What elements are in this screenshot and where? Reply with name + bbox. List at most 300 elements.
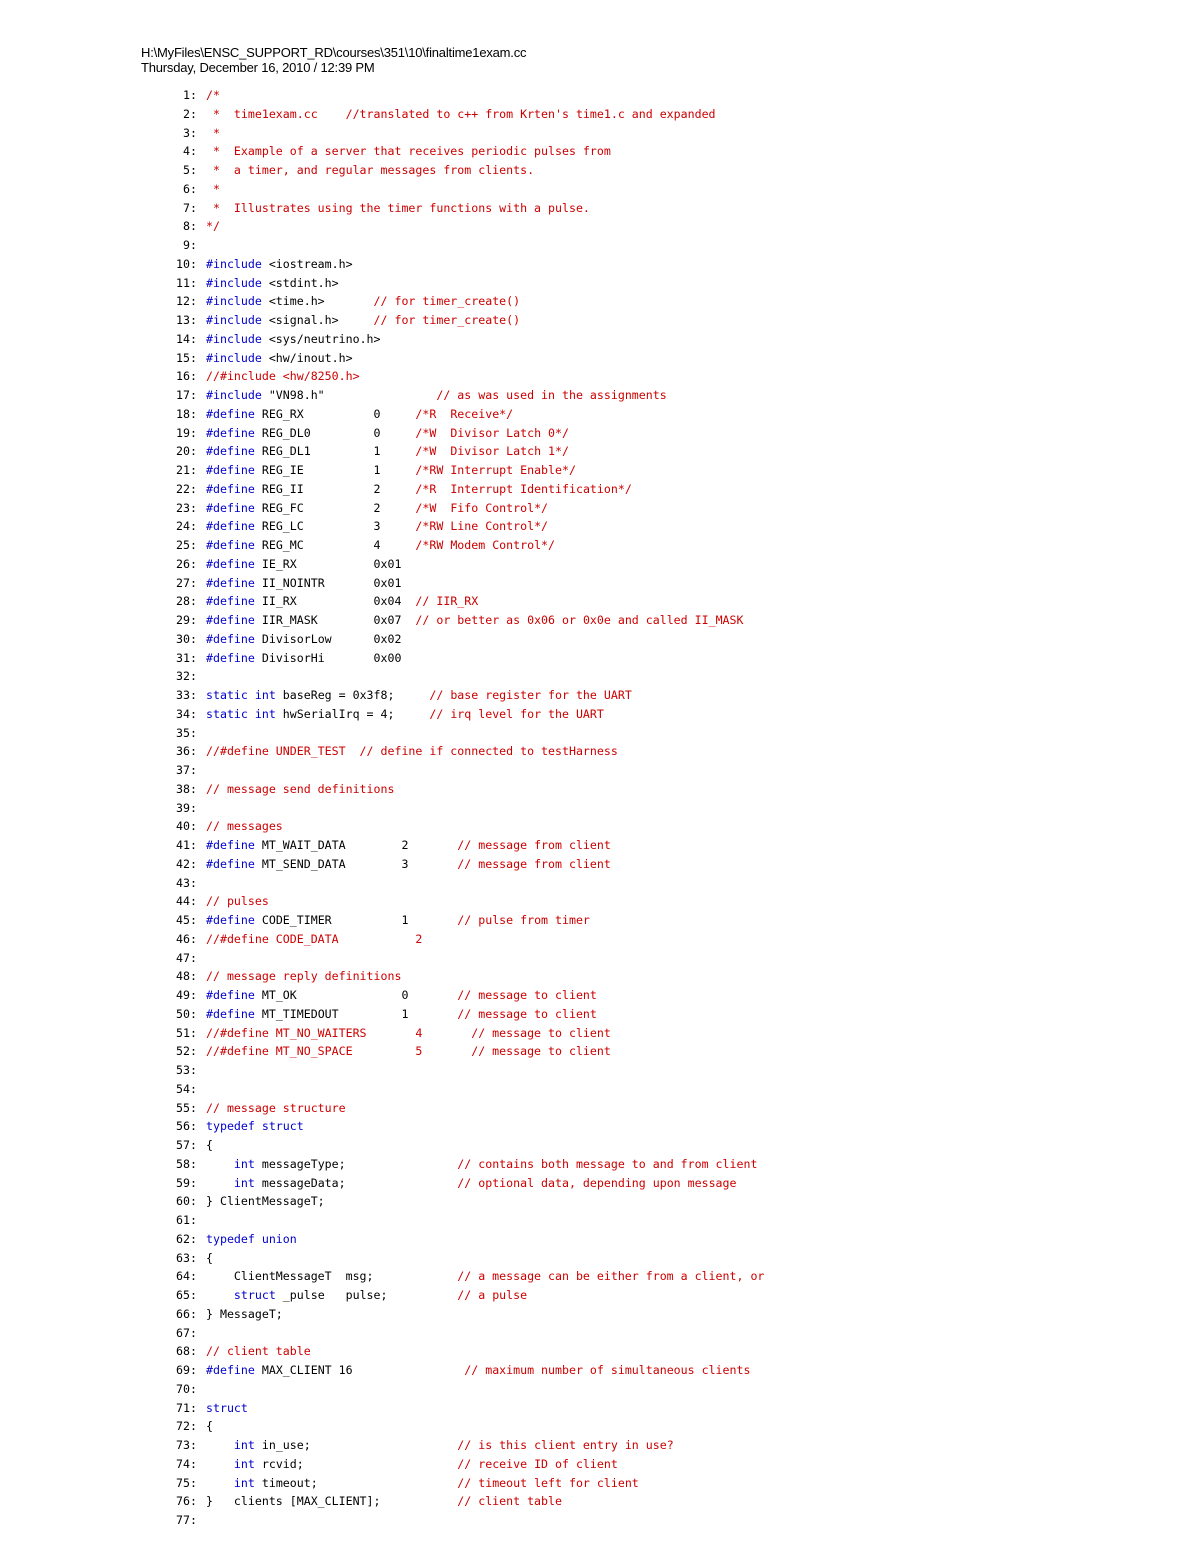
code-text: { <box>206 1250 213 1265</box>
code-comment: // optional data, depending upon message <box>457 1175 737 1190</box>
code-line <box>0 536 1200 555</box>
code-line <box>0 649 1200 668</box>
code-body: REG_RX 0 <box>254 406 416 421</box>
line-number: 44: <box>176 894 197 909</box>
code-line <box>0 1436 1200 1455</box>
code-comment: // irq level for the UART <box>429 706 604 721</box>
code-comment: // for timer_create() <box>373 294 521 309</box>
line-number: 58: <box>176 1156 197 1171</box>
code-line <box>0 180 1200 199</box>
line-number: 68: <box>176 1344 197 1359</box>
code-body: REG_MC 4 <box>254 538 416 552</box>
code-text <box>206 311 520 330</box>
code-text <box>206 442 569 461</box>
code-body: REG_LC 3 <box>254 519 416 534</box>
code-line <box>0 349 1200 368</box>
code-text <box>206 480 632 499</box>
code-keyword: #define <box>206 613 255 627</box>
code-comment: // message from client <box>457 838 611 852</box>
code-text <box>206 611 743 630</box>
code-comment: // IIR_RX <box>415 594 479 609</box>
code-text <box>206 1267 764 1286</box>
code-keyword: int <box>206 1456 255 1471</box>
code-line <box>0 949 1200 968</box>
line-number: 77: <box>176 1513 197 1527</box>
line-number: 50: <box>176 1006 197 1021</box>
code-keyword: #define <box>206 838 255 852</box>
line-number: 55: <box>176 1100 197 1115</box>
code-keyword: static int <box>206 688 276 702</box>
code-line <box>0 255 1200 274</box>
code-body: ClientMessageT msg; <box>206 1269 458 1284</box>
code-body: messageType; <box>254 1156 458 1171</box>
line-number: 61: <box>176 1213 197 1227</box>
code-comment: // message to client <box>457 1006 597 1021</box>
code-keyword: struct <box>206 1288 276 1302</box>
code-text: //#define MT_NO_WAITERS 4 // message to client <box>206 1025 611 1040</box>
code-line <box>0 124 1200 143</box>
code-line <box>0 1005 1200 1024</box>
code-body: REG_DL1 1 <box>254 444 416 459</box>
line-number: 69: <box>176 1363 197 1377</box>
code-keyword: #include <box>206 275 262 290</box>
line-number: 70: <box>176 1381 197 1396</box>
code-body: <stdint.h> <box>261 275 339 290</box>
code-keyword: #include <box>206 313 262 327</box>
code-line <box>0 686 1200 705</box>
line-number: 64: <box>176 1269 197 1284</box>
line-number: 63: <box>176 1250 197 1265</box>
code-text: // message send definitions <box>206 781 395 796</box>
code-body: REG_FC 2 <box>254 500 416 515</box>
file-path: H:\MyFiles\ENSC_SUPPORT_RD\courses\351\10\finaltime1exam.cc <box>141 45 527 60</box>
code-body: messageData; <box>254 1175 458 1190</box>
code-line <box>0 105 1200 124</box>
code-line <box>0 1099 1200 1118</box>
line-number: 30: <box>176 631 197 646</box>
code-text <box>206 1005 597 1024</box>
code-body: <iostream.h> <box>261 256 353 271</box>
code-text: } ClientMessageT; <box>206 1194 325 1209</box>
code-text: // message structure <box>206 1100 346 1115</box>
code-line <box>0 405 1200 424</box>
code-body: "VN98.h" <box>261 388 437 402</box>
code-line <box>0 892 1200 911</box>
code-text <box>206 1436 674 1455</box>
line-number: 22: <box>176 481 197 496</box>
line-number: 32: <box>176 669 197 684</box>
code-line <box>0 1192 1200 1211</box>
line-number: 40: <box>176 819 197 834</box>
code-keyword: #define <box>206 444 255 459</box>
code-text <box>206 292 520 311</box>
code-line <box>0 86 1200 105</box>
code-line <box>0 442 1200 461</box>
code-body: MAX_CLIENT 16 <box>254 1363 465 1377</box>
code-keyword: int <box>206 1438 255 1452</box>
code-line <box>0 1324 1200 1343</box>
code-line <box>0 1305 1200 1324</box>
line-number: 9: <box>183 238 197 252</box>
code-body: CODE_TIMER 1 <box>254 913 458 927</box>
code-line <box>0 836 1200 855</box>
code-keyword: #include <box>206 294 262 309</box>
code-body: <time.h> <box>261 294 374 309</box>
code-keyword: #include <box>206 256 262 271</box>
code-keyword: #define <box>206 631 255 646</box>
line-number: 74: <box>176 1456 197 1471</box>
code-body: baseReg = 0x3f8; <box>275 688 430 702</box>
code-line <box>0 742 1200 761</box>
code-body: timeout; <box>254 1475 458 1490</box>
line-number: 62: <box>176 1231 197 1246</box>
line-number: 26: <box>176 556 197 571</box>
code-text <box>206 255 353 274</box>
code-text <box>206 1455 618 1474</box>
line-number: 51: <box>176 1025 197 1040</box>
code-keyword: #define <box>206 425 255 440</box>
code-body: <hw/inout.h> <box>261 350 353 365</box>
code-body: REG_IE 1 <box>254 463 416 477</box>
code-keyword: #define <box>206 556 255 571</box>
line-number: 38: <box>176 781 197 796</box>
line-number: 29: <box>176 613 197 627</box>
line-number: 41: <box>176 838 197 852</box>
code-comment: /*W Divisor Latch 1*/ <box>415 444 569 459</box>
line-number: 11: <box>176 275 197 290</box>
line-number: 16: <box>176 369 197 384</box>
code-text <box>206 836 611 855</box>
code-listing <box>0 86 1200 1530</box>
code-line <box>0 1380 1200 1399</box>
code-text: //#define CODE_DATA 2 <box>206 931 423 946</box>
line-number: 3: <box>183 125 197 140</box>
line-number: 48: <box>176 969 197 984</box>
code-comment: // for timer_create() <box>373 313 521 327</box>
code-comment: // message to client <box>457 988 597 1002</box>
code-body: REG_DL0 0 <box>254 425 416 440</box>
line-number: 18: <box>176 406 197 421</box>
code-line <box>0 967 1200 986</box>
code-comment: // receive ID of client <box>457 1456 618 1471</box>
code-line <box>0 611 1200 630</box>
code-keyword: int <box>206 1475 255 1490</box>
code-body: } clients [MAX_CLIENT]; <box>206 1494 458 1509</box>
code-text <box>206 536 555 555</box>
code-text <box>206 1492 562 1511</box>
code-text <box>206 1174 737 1193</box>
line-number: 23: <box>176 500 197 515</box>
line-number: 60: <box>176 1194 197 1209</box>
line-number: 4: <box>183 144 197 159</box>
line-number: 57: <box>176 1138 197 1152</box>
code-text <box>206 574 401 593</box>
code-keyword: #define <box>206 988 255 1002</box>
code-text: // client table <box>206 1344 311 1359</box>
code-line <box>0 1249 1200 1268</box>
line-number: 72: <box>176 1419 197 1434</box>
code-line <box>0 461 1200 480</box>
code-text: // message reply definitions <box>206 969 402 984</box>
code-comment: // is this client entry in use? <box>457 1438 674 1452</box>
code-body: <signal.h> <box>261 313 374 327</box>
line-number: 24: <box>176 519 197 534</box>
code-comment: /*W Divisor Latch 0*/ <box>415 425 569 440</box>
line-number: 46: <box>176 931 197 946</box>
line-number: 65: <box>176 1288 197 1302</box>
code-keyword: #define <box>206 406 255 421</box>
code-text: * Illustrates using the timer functions with a pulse. <box>206 200 590 215</box>
line-number: 15: <box>176 350 197 365</box>
line-number: 33: <box>176 688 197 702</box>
code-line <box>0 986 1200 1005</box>
code-line <box>0 630 1200 649</box>
code-body: MT_TIMEDOUT 1 <box>254 1006 458 1021</box>
code-line <box>0 1024 1200 1043</box>
line-number: 8: <box>183 219 197 234</box>
line-number: 12: <box>176 294 197 309</box>
code-line <box>0 1417 1200 1436</box>
code-keyword: #define <box>206 481 255 496</box>
code-body: DivisorHi 0x00 <box>254 650 402 665</box>
code-line <box>0 330 1200 349</box>
line-number: 59: <box>176 1175 197 1190</box>
code-text: * <box>206 125 220 140</box>
code-line <box>0 499 1200 518</box>
code-line <box>0 1061 1200 1080</box>
line-number: 25: <box>176 538 197 552</box>
code-body: REG_II 2 <box>254 481 416 496</box>
code-body: in_use; <box>254 1438 458 1452</box>
code-line <box>0 367 1200 386</box>
code-line <box>0 1042 1200 1061</box>
code-line <box>0 1492 1200 1511</box>
code-keyword: int <box>206 1156 255 1171</box>
code-comment: // maximum number of simultaneous clients <box>464 1363 751 1377</box>
code-keyword: int <box>206 1175 255 1190</box>
code-text <box>206 386 667 405</box>
code-body: II_RX 0x04 <box>254 594 416 609</box>
code-text: //#define UNDER_TEST // define if connected to testHarness <box>206 744 618 759</box>
code-line <box>0 386 1200 405</box>
code-line <box>0 517 1200 536</box>
code-text <box>206 349 353 368</box>
code-comment: // or better as 0x06 or 0x0e and called II_MASK <box>415 613 744 627</box>
line-number: 10: <box>176 256 197 271</box>
code-line <box>0 1361 1200 1380</box>
code-body: IE_RX 0x01 <box>254 556 402 571</box>
print-date: Thursday, December 16, 2010 / 12:39 PM <box>141 60 375 75</box>
code-text <box>206 274 339 293</box>
line-number: 67: <box>176 1325 197 1340</box>
code-comment: // as was used in the assignments <box>436 388 667 402</box>
code-text: { <box>206 1138 213 1152</box>
code-comment: /*RW Modem Control*/ <box>415 538 556 552</box>
code-keyword: #define <box>206 594 255 609</box>
code-text: * <box>206 181 220 196</box>
code-text: // messages <box>206 819 283 834</box>
code-line <box>0 1286 1200 1305</box>
code-keyword: #define <box>206 575 255 590</box>
code-text <box>206 1286 527 1305</box>
code-keyword: #define <box>206 913 255 927</box>
code-text <box>206 499 548 518</box>
line-number: 17: <box>176 388 197 402</box>
line-number: 35: <box>176 725 197 740</box>
line-number: 42: <box>176 856 197 871</box>
code-line <box>0 236 1200 255</box>
code-keyword: #define <box>206 1363 255 1377</box>
code-line <box>0 217 1200 236</box>
code-text: struct <box>206 1400 248 1415</box>
code-text <box>206 405 513 424</box>
code-body: <sys/neutrino.h> <box>261 331 381 346</box>
code-text <box>206 517 548 536</box>
code-text <box>206 555 401 574</box>
code-comment: // message from client <box>457 856 611 871</box>
code-line <box>0 274 1200 293</box>
code-body: rcvid; <box>254 1456 458 1471</box>
line-number: 73: <box>176 1438 197 1452</box>
code-text <box>206 330 381 349</box>
line-number: 43: <box>176 875 197 890</box>
code-line <box>0 780 1200 799</box>
code-line <box>0 292 1200 311</box>
code-line <box>0 574 1200 593</box>
line-number: 37: <box>176 763 197 777</box>
code-text: } MessageT; <box>206 1306 283 1321</box>
code-line <box>0 761 1200 780</box>
code-comment: // client table <box>457 1494 562 1509</box>
line-number: 13: <box>176 313 197 327</box>
code-keyword: #define <box>206 500 255 515</box>
code-line <box>0 1455 1200 1474</box>
code-keyword: #include <box>206 350 262 365</box>
code-comment: /*R Interrupt Identification*/ <box>415 481 632 496</box>
code-line <box>0 930 1200 949</box>
code-text <box>206 1474 639 1493</box>
code-text: * time1exam.cc //translated to c++ from Krten's time1.c and expanded <box>206 106 716 121</box>
code-text <box>206 911 590 930</box>
line-number: 6: <box>183 181 197 196</box>
line-number: 52: <box>176 1044 197 1059</box>
line-number: 7: <box>183 200 197 215</box>
code-comment: /*RW Interrupt Enable*/ <box>415 463 576 477</box>
code-line <box>0 855 1200 874</box>
code-text <box>206 649 401 668</box>
code-body: MT_WAIT_DATA 2 <box>254 838 458 852</box>
code-comment: /*RW Line Control*/ <box>415 519 549 534</box>
line-number: 20: <box>176 444 197 459</box>
code-text: typedef union <box>206 1231 297 1246</box>
line-number: 21: <box>176 463 197 477</box>
code-keyword: #define <box>206 463 255 477</box>
code-comment: // timeout left for client <box>457 1475 639 1490</box>
code-comment: // pulse from timer <box>457 913 590 927</box>
code-text: typedef struct <box>206 1119 304 1134</box>
code-text <box>206 986 597 1005</box>
code-text <box>206 705 604 724</box>
code-body: DivisorLow 0x02 <box>254 631 402 646</box>
line-number: 56: <box>176 1119 197 1134</box>
line-number: 45: <box>176 913 197 927</box>
code-text <box>206 592 478 611</box>
code-text: //#define MT_NO_SPACE 5 // message to client <box>206 1044 611 1059</box>
code-text <box>206 1155 757 1174</box>
code-line <box>0 1155 1200 1174</box>
code-keyword: static int <box>206 706 276 721</box>
code-line <box>0 424 1200 443</box>
code-keyword: #define <box>206 538 255 552</box>
document-header <box>141 45 526 75</box>
code-keyword: #define <box>206 1006 255 1021</box>
line-number: 27: <box>176 575 197 590</box>
code-comment: /*W Fifo Control*/ <box>415 500 549 515</box>
code-keyword: #define <box>206 650 255 665</box>
code-keyword: #define <box>206 519 255 534</box>
code-line <box>0 911 1200 930</box>
code-body: hwSerialIrq = 4; <box>275 706 430 721</box>
code-line <box>0 592 1200 611</box>
code-line <box>0 1399 1200 1418</box>
code-keyword: #include <box>206 388 262 402</box>
code-line <box>0 667 1200 686</box>
code-text: /* <box>206 88 220 102</box>
code-body: _pulse pulse; <box>275 1288 458 1302</box>
code-line <box>0 1117 1200 1136</box>
line-number: 76: <box>176 1494 197 1509</box>
line-number: 28: <box>176 594 197 609</box>
code-keyword: #include <box>206 331 262 346</box>
code-comment: // contains both message to and from client <box>457 1156 758 1171</box>
code-comment: // a message can be either from a client, or <box>457 1269 765 1284</box>
code-line <box>0 1174 1200 1193</box>
line-number: 54: <box>176 1081 197 1096</box>
code-line <box>0 480 1200 499</box>
line-number: 47: <box>176 950 197 965</box>
code-line <box>0 705 1200 724</box>
line-number: 34: <box>176 706 197 721</box>
code-line <box>0 1230 1200 1249</box>
code-text: // pulses <box>206 894 269 909</box>
code-body: MT_OK 0 <box>254 988 458 1002</box>
line-number: 31: <box>176 650 197 665</box>
code-text: * a timer, and regular messages from clients. <box>206 163 535 177</box>
code-body: II_NOINTR 0x01 <box>254 575 402 590</box>
code-text <box>206 855 611 874</box>
code-comment: // base register for the UART <box>429 688 632 702</box>
code-text: { <box>206 1419 213 1434</box>
line-number: 2: <box>183 106 197 121</box>
code-line <box>0 1211 1200 1230</box>
code-line <box>0 1342 1200 1361</box>
line-number: 1: <box>183 88 197 102</box>
code-line <box>0 1474 1200 1493</box>
code-text <box>206 1361 750 1380</box>
code-body: MT_SEND_DATA 3 <box>254 856 458 871</box>
code-line <box>0 555 1200 574</box>
line-number: 19: <box>176 425 197 440</box>
line-number: 39: <box>176 800 197 815</box>
line-number: 14: <box>176 331 197 346</box>
code-line <box>0 874 1200 893</box>
code-keyword: #define <box>206 856 255 871</box>
code-line <box>0 1511 1200 1530</box>
code-text <box>206 461 576 480</box>
code-line <box>0 1080 1200 1099</box>
line-number: 53: <box>176 1063 197 1077</box>
code-text: //#include <hw/8250.h> <box>206 369 360 384</box>
